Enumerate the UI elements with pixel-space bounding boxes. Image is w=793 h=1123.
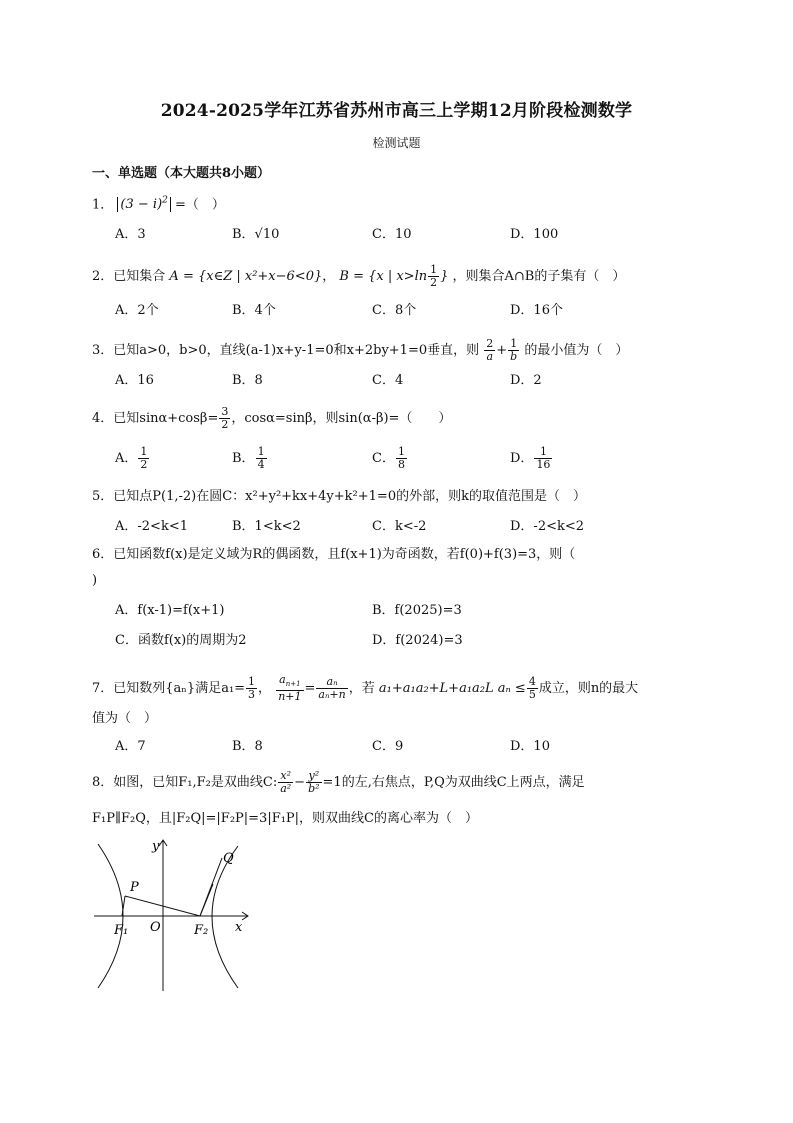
question-8: 8．如图，已知F₁,F₂是双曲线C: $\frac{\text{x²}}{\text{a²}}$ − $\frac{\text{y²}}{\text{b²}}$ =1的左,右焦点，P,Q为双曲线C上两点，满足	[92, 769, 585, 795]
q1-expression: $(3 - i)^2$	[117, 197, 170, 212]
q4-stem: 4．已知sinα+cosβ=	[92, 411, 219, 426]
q7-option-d[interactable]: D．10	[510, 739, 550, 754]
q4-option-a[interactable]: A． $\frac{1}{2}$	[115, 445, 148, 471]
q1-option-a[interactable]: A．3	[115, 227, 146, 242]
question-1	[92, 192, 225, 214]
q2-option-c[interactable]: C．8个	[372, 303, 417, 318]
q2-stem: 2．已知集合	[92, 269, 166, 284]
right-branch	[212, 846, 238, 988]
q2-fraction: $\frac{1}{2}$	[430, 263, 438, 289]
q8-mid: =1的左,右焦点，P,Q为双曲线C上两点，满足	[322, 775, 585, 790]
q4-option-d[interactable]: D． $\frac{1}{16}$	[510, 445, 551, 471]
page-title: 2024-2025学年江苏省苏州市高三上学期12月阶段检测数学	[160, 101, 633, 121]
hyperbola-figure	[88, 836, 258, 996]
question-7: 7．已知数列{aₙ}满足a₁= $\frac{1}{3}$ ， $\frac{a_{n+1}}{n+1}$ = $\frac{\text{aₙ}}{\text{aₙ+n}}$ ，若 a₁+a₁a₂+L+a₁a₂L aₙ ≤ $\frac{4}{5}$ 成立，则n的最大	[92, 673, 639, 704]
q4-tail: ，cosα=sinβ，则sin(α-β)=（ ）	[231, 411, 452, 426]
q2-option-b[interactable]: B．4个	[232, 303, 276, 318]
q7-mid: 成立，则n的最大	[538, 681, 639, 697]
q2-option-a[interactable]: A．2个	[115, 303, 159, 318]
q3-option-d[interactable]: D．2	[510, 373, 542, 388]
question-7-cont: 值为（ ）	[92, 711, 158, 726]
page-subtitle: 检测试题	[372, 136, 421, 150]
label-f1: F₁	[114, 923, 129, 938]
question-5: 5．已知点P(1,-2)在圆C：x²+y²+kx+4y+k²+1=0的外部，则k的取值范围是（ ）	[92, 489, 586, 504]
q3-option-a[interactable]: A．16	[115, 373, 154, 388]
label-f2: F₂	[194, 923, 209, 938]
q5-option-d[interactable]: D．-2<k<2	[510, 519, 585, 534]
question-4: 4．已知sinα+cosβ= $\frac{3}{2}$ ，cosα=sinβ，则sin(α-β)=（ ）	[92, 405, 452, 431]
q2-tail: ，则集合A∩B的子集有（ ）	[452, 269, 626, 284]
q4-option-b[interactable]: B． $\frac{1}{4}$	[232, 445, 265, 471]
q6-option-d[interactable]: D．f(2024)=3	[372, 633, 463, 648]
q2-option-d[interactable]: D．16个	[510, 303, 563, 318]
q1-stem: 1．	[92, 197, 114, 213]
q6-option-a[interactable]: A．f(x-1)=f(x+1)	[115, 603, 225, 618]
label-p: P	[130, 880, 139, 895]
label-o: O	[150, 920, 161, 935]
q2-set-b: B = {x | x>ln	[339, 269, 428, 284]
question-2: 2．已知集合 A = {x∈Z | x²+x−6<0}， B = {x | x>ln $\frac{1}{2}$ } ，则集合A∩B的子集有（ ）	[92, 263, 626, 289]
question-3: 3．已知a>0，b>0，直线(a-1)x+y-1=0和x+2by+1=0垂直，则 $\frac{2}{a}$ + $\frac{1}{b}$ 的最小值为（ ）	[92, 337, 629, 363]
q7-option-a[interactable]: A．7	[115, 739, 146, 754]
q6-option-c[interactable]: C．函数f(x)的周期为2	[115, 633, 247, 648]
q7-stem: 7．已知数列{aₙ}满足a₁=	[92, 681, 246, 697]
q4-option-c[interactable]: C． $\frac{1}{8}$	[372, 445, 405, 471]
label-q: Q	[223, 851, 234, 866]
section-heading: 一、单选题（本大题共8小题）	[92, 166, 271, 181]
q5-option-a[interactable]: A．-2<k<1	[115, 519, 188, 534]
q3-option-c[interactable]: C．4	[372, 373, 404, 388]
q3-tail: 的最小值为（ ）	[524, 343, 629, 358]
q1-option-d[interactable]: D．100	[510, 227, 559, 242]
q7-option-b[interactable]: B．8	[232, 739, 263, 754]
q7-inequality: a₁+a₁a₂+L+a₁a₂L aₙ ≤	[378, 681, 526, 697]
q3-stem: 3．已知a>0，b>0，直线(a-1)x+y-1=0和x+2by+1=0垂直，则	[92, 343, 480, 358]
q2-set-a: A = {x∈Z | x²+x−6<0}	[169, 269, 323, 284]
q3-option-b[interactable]: B．8	[232, 373, 263, 388]
question-6-cont: )	[92, 573, 98, 588]
q1-option-c[interactable]: C．10	[372, 227, 412, 242]
question-8-cont: F₁P∥F₂Q，且|F₂Q|=|F₂P|=3|F₁P|，则双曲线C的离心率为（ ）	[92, 811, 479, 826]
q5-option-c[interactable]: C．k<-2	[372, 519, 427, 534]
label-x: x	[235, 920, 243, 935]
segment-inner	[200, 884, 213, 916]
q1-option-b[interactable]: B．√10	[232, 227, 280, 242]
question-6: 6．已知函数f(x)是定义域为R的偶函数，且f(x+1)为奇函数，若f(0)+f(3)=3，则（	[92, 547, 576, 562]
q8-stem: 8．如图，已知F₁,F₂是双曲线C:	[92, 775, 278, 790]
q5-option-b[interactable]: B．1<k<2	[232, 519, 301, 534]
q7-option-c[interactable]: C．9	[372, 739, 404, 754]
label-y: y	[152, 839, 160, 854]
q6-option-b[interactable]: B．f(2025)=3	[372, 603, 462, 618]
q1-tail: =（ ）	[175, 197, 225, 213]
